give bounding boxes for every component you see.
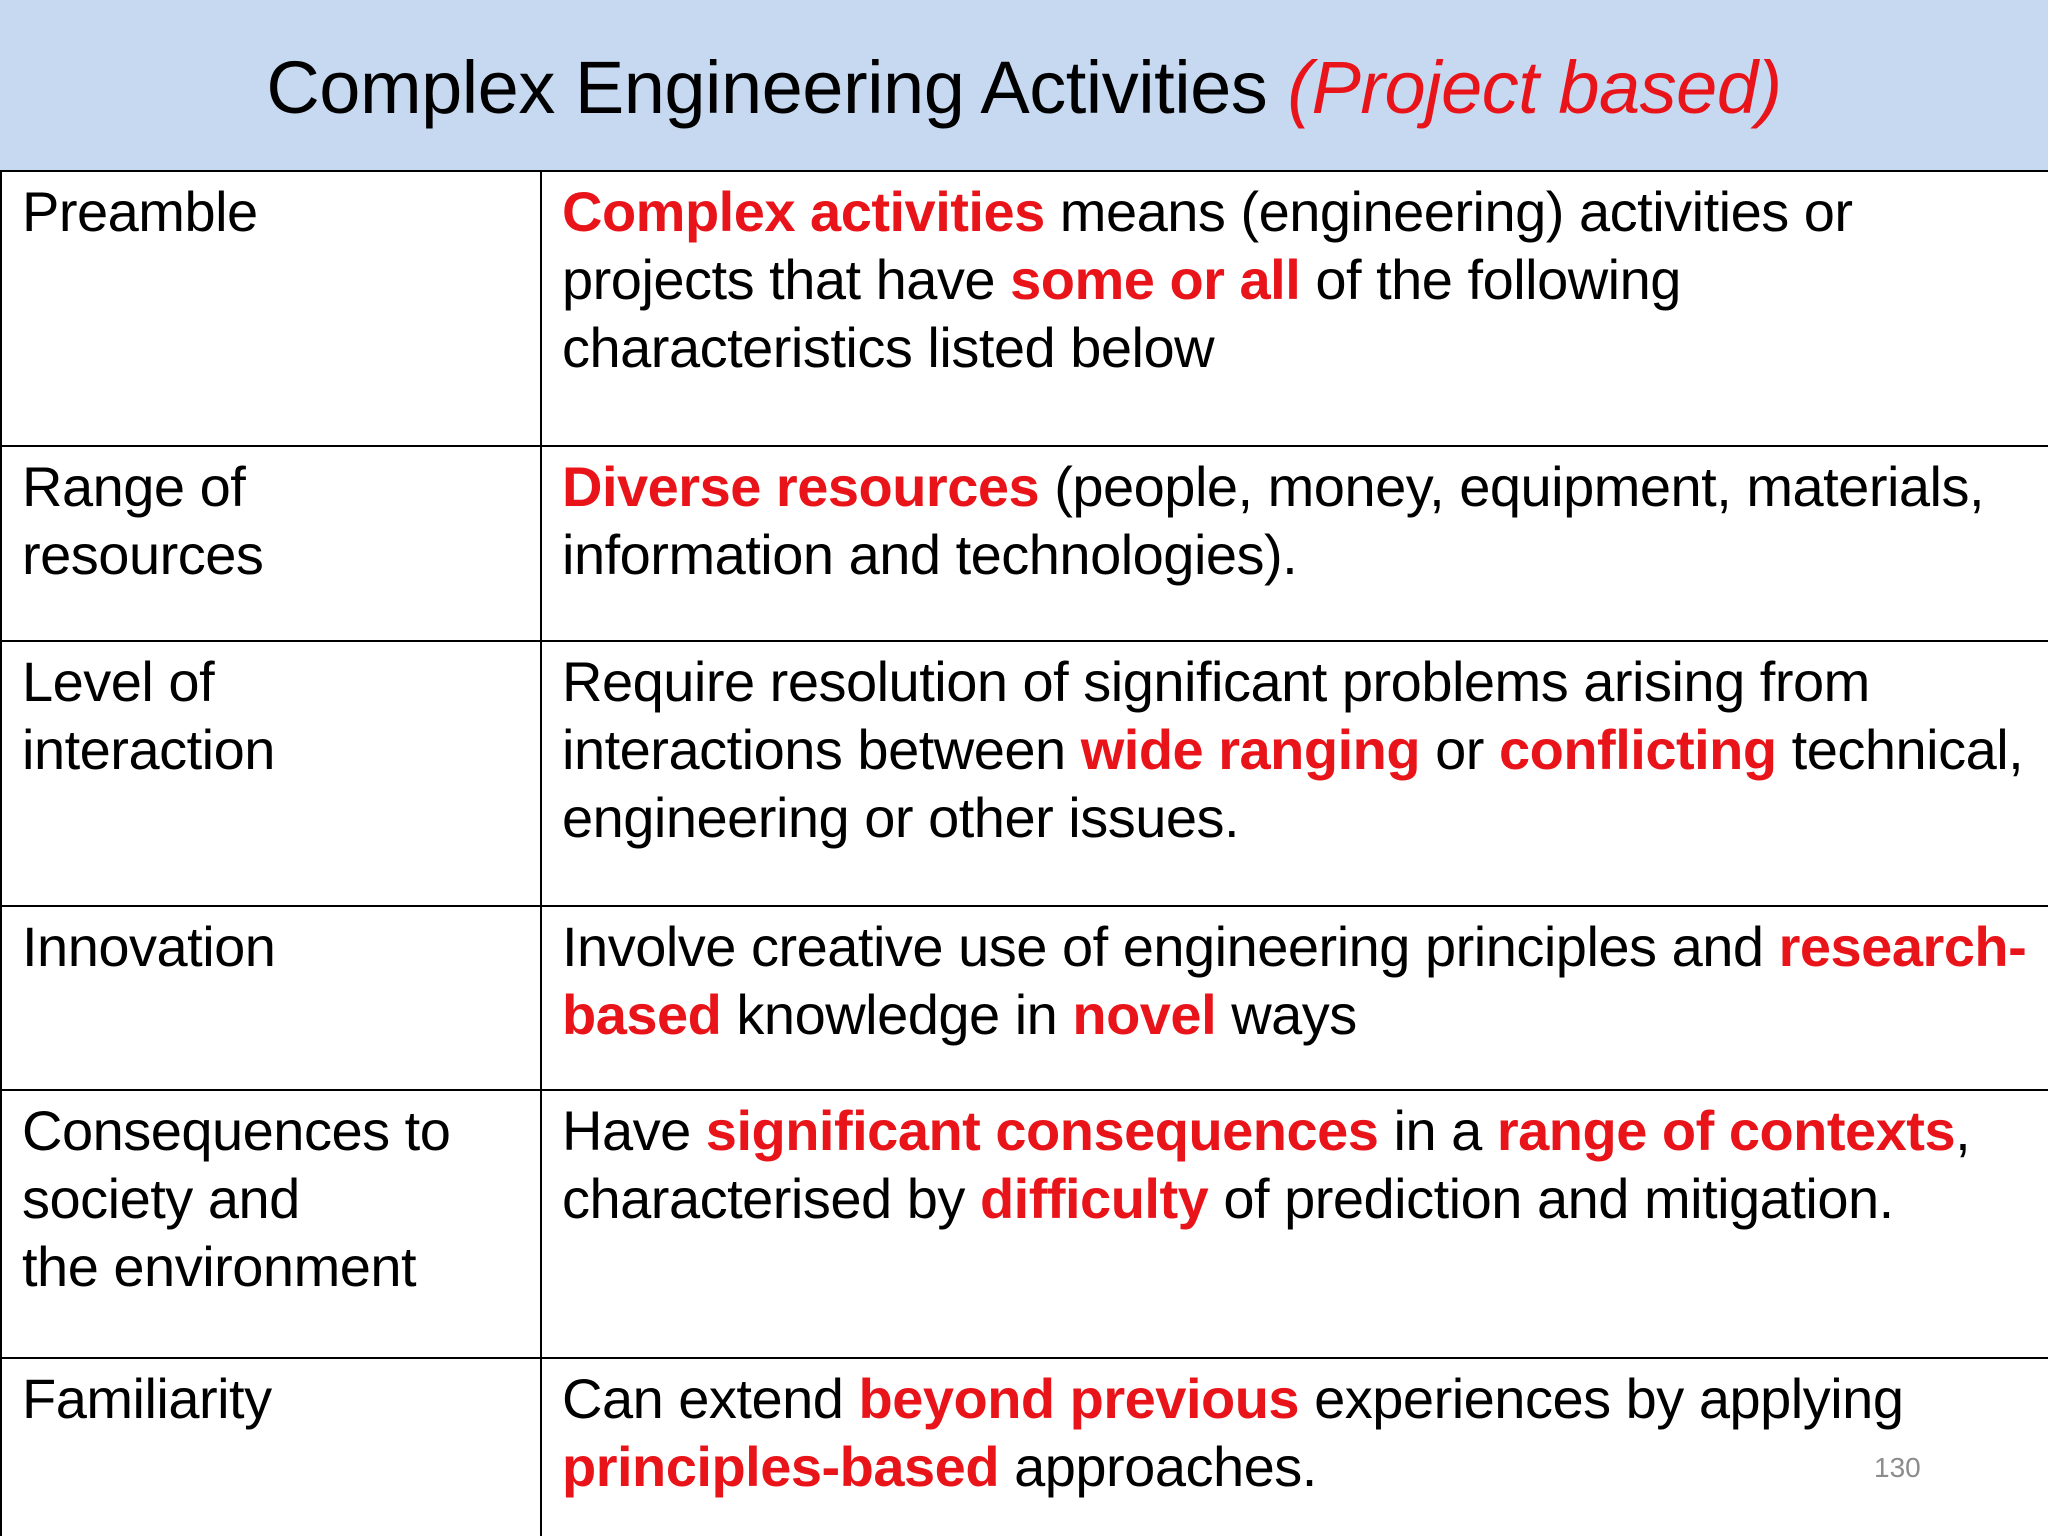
- row-description: [541, 641, 2048, 906]
- description-text: approaches.: [999, 1435, 1317, 1498]
- description-text: or: [1420, 718, 1499, 781]
- table-row: [1, 171, 2048, 446]
- highlighted-term: significant consequences: [705, 1099, 1379, 1162]
- highlighted-term: Diverse resources: [562, 455, 1040, 518]
- row-description: [541, 171, 2048, 446]
- row-label: [1, 906, 541, 1090]
- row-description: [541, 906, 2048, 1090]
- highlighted-term: wide ranging: [1080, 718, 1421, 781]
- table-row: [1, 446, 2048, 641]
- description-text: technical, engineering or other issues.: [562, 718, 2024, 849]
- table-row: [1, 1358, 2048, 1536]
- title-band: [0, 0, 2048, 170]
- table-row: [1, 641, 2048, 906]
- row-label-line: Level of: [22, 650, 215, 713]
- description-text: in a: [1378, 1099, 1497, 1162]
- description-text: , characterised by: [562, 1099, 1971, 1230]
- highlighted-term: novel: [1072, 983, 1217, 1046]
- description-text: means (engineering) activities or projects that have: [562, 180, 1853, 311]
- row-label-line: resources: [22, 523, 264, 586]
- description-text: knowledge in: [721, 983, 1073, 1046]
- title-accent: (Project based): [1287, 45, 1782, 129]
- row-description: [541, 446, 2048, 641]
- description-text: Involve creative use of engineering principles and: [562, 915, 1779, 978]
- highlighted-term: research-based: [562, 915, 2027, 1046]
- row-label: [1, 446, 541, 641]
- title-main: Complex Engineering Activities: [266, 45, 1288, 129]
- description-text: of the following characteristics listed below: [562, 248, 1681, 379]
- row-label-line: Range of: [22, 455, 246, 518]
- slide-title: [266, 41, 1781, 130]
- description-text: Have: [562, 1099, 706, 1162]
- table-row: [1, 906, 2048, 1090]
- description-text: Require resolution of significant problems arising from interactions between: [562, 650, 1870, 781]
- row-description: [541, 1358, 2048, 1536]
- description-text: of prediction and mitigation.: [1208, 1167, 1894, 1230]
- highlighted-term: principles-based: [562, 1435, 1000, 1498]
- highlighted-term: conflicting: [1499, 718, 1777, 781]
- row-label-line: Innovation: [22, 915, 276, 978]
- row-description: [541, 1090, 2048, 1358]
- description-text: (people, money, equipment, materials, information and technologies).: [562, 455, 1985, 586]
- characteristics-table: [0, 170, 2048, 1536]
- highlighted-term: some or all: [1010, 248, 1301, 311]
- description-text: experiences by applying: [1299, 1367, 1904, 1430]
- description-text: ways: [1216, 983, 1357, 1046]
- row-label: [1, 1090, 541, 1358]
- description-text: Can extend: [562, 1367, 859, 1430]
- page-number: 130: [1874, 1452, 1921, 1483]
- row-label-line: Consequences to: [22, 1099, 451, 1162]
- row-label-line: Familiarity: [22, 1367, 272, 1430]
- row-label-line: the environment: [22, 1235, 417, 1298]
- table-row: [1, 1090, 2048, 1358]
- row-label: [1, 171, 541, 446]
- row-label-line: interaction: [22, 718, 275, 781]
- highlighted-term: difficulty: [979, 1167, 1209, 1230]
- highlighted-term: range of contexts: [1496, 1099, 1956, 1162]
- row-label-line: Preamble: [22, 180, 258, 243]
- highlighted-term: Complex activities: [562, 180, 1045, 243]
- row-label: [1, 641, 541, 906]
- row-label-line: society and: [22, 1167, 300, 1230]
- highlighted-term: beyond previous: [858, 1367, 1300, 1430]
- row-label: [1, 1358, 541, 1536]
